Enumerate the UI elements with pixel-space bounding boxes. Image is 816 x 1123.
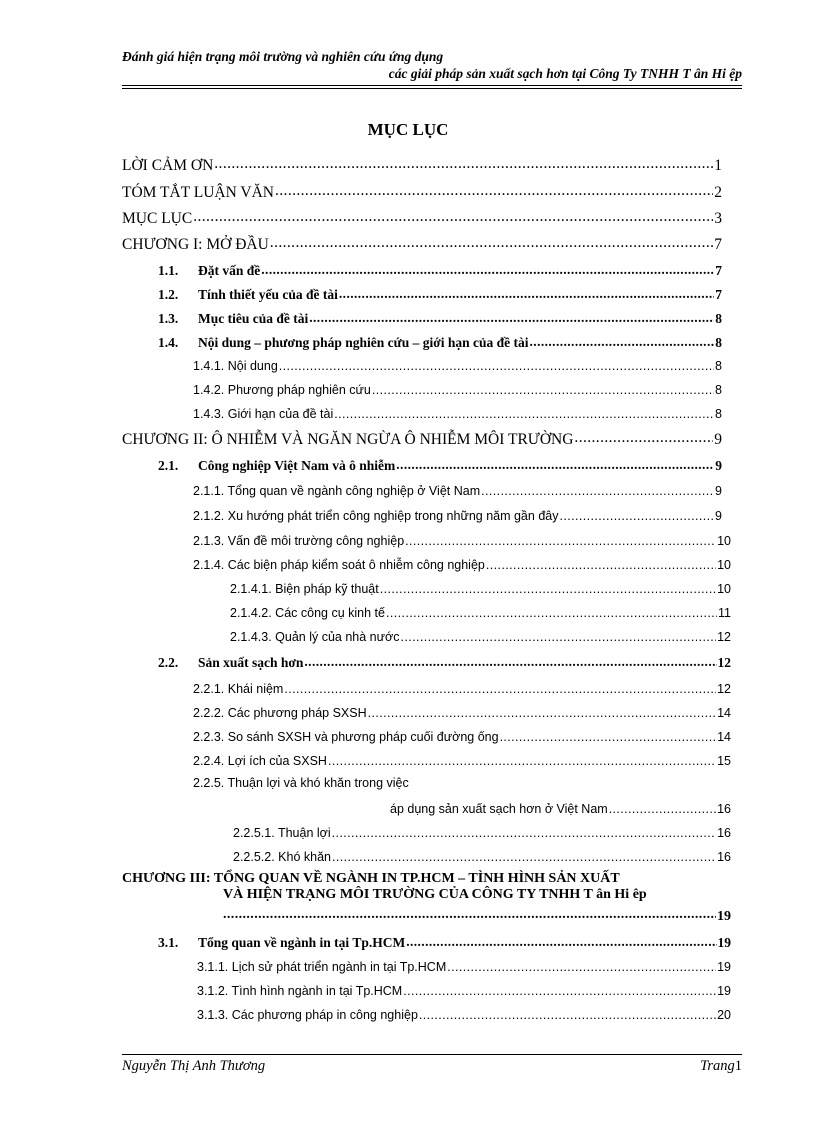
leader-dots — [309, 309, 714, 323]
toc-entry[interactable] — [193, 405, 722, 421]
toc-entry-page: 12 — [717, 655, 731, 671]
leader-dots — [447, 958, 716, 971]
toc-entry-text: TÓM TẮT LUẬN VĂN — [122, 184, 274, 202]
toc-entry-text: 2.1.4.2. Các công cụ kinh tế — [230, 606, 385, 621]
toc-entry-page: 3 — [714, 210, 722, 228]
toc-entry-number: 2.1. — [158, 458, 179, 474]
leader-dots — [261, 261, 714, 275]
toc-entry-text: áp dụng sản xuất sạch hơn ở Việt Nam — [390, 802, 608, 817]
toc-entry-page: 9 — [715, 458, 722, 474]
toc-entry-text: 2.1.4.1. Biện pháp kỹ thuật — [230, 582, 379, 597]
toc-entry[interactable] — [233, 824, 731, 840]
toc-entry-page: 19 — [717, 908, 731, 924]
leader-dots — [419, 1006, 716, 1019]
toc-entry[interactable] — [122, 154, 722, 175]
leader-dots — [486, 556, 716, 569]
toc-entry-text: 2.2.5.1. Thuận lợi — [233, 826, 331, 841]
toc-entry-page: 8 — [715, 359, 722, 374]
toc-entry-page: 8 — [715, 383, 722, 398]
toc-entry-number: 1.4. — [158, 335, 179, 351]
leader-dots — [500, 728, 717, 741]
toc-entry[interactable] — [230, 628, 731, 644]
footer-author: Nguyễn Thị Anh Thương — [122, 1058, 266, 1074]
toc-entry[interactable] — [193, 482, 722, 498]
leader-dots — [332, 824, 716, 837]
toc-entry-text: 2.1.4. Các biện pháp kiểm soát ô nhiễm công nghiệp — [193, 558, 485, 573]
toc-entry-page: 10 — [717, 558, 731, 573]
leader-dots — [339, 285, 714, 299]
toc-entry-text: 2.2.4. Lợi ích của SXSH — [193, 754, 327, 769]
leader-dots — [334, 405, 714, 418]
toc-entry-number: 3.1. — [158, 935, 179, 951]
toc-entry[interactable] — [193, 752, 731, 768]
leader-dots — [368, 704, 716, 717]
leader-dots — [396, 456, 714, 470]
footer-rule — [122, 1054, 742, 1055]
toc-entry-page: 19 — [717, 935, 731, 951]
toc-entry-page: 16 — [717, 802, 731, 817]
toc-entry[interactable] — [158, 653, 731, 671]
toc-entry-page: 8 — [715, 407, 722, 422]
toc-entry-page: 15 — [717, 754, 731, 769]
toc-entry-text[interactable]: CHƯƠNG III: TỔNG QUAN VỀ NGÀNH IN TP.HCM – TÌNH HÌNH SẢN XUẤT — [122, 871, 620, 886]
toc-entry-text: 2.1.2. Xu hướng phát triển công nghiệp trong những năm gần đây — [193, 509, 559, 524]
toc-entry[interactable] — [233, 848, 731, 864]
toc-entry-text: 1.4.1. Nội dung — [193, 359, 278, 374]
toc-entry-text: 1.4.3. Giới hạn của đề tài — [193, 407, 334, 422]
leader-dots — [481, 482, 714, 495]
leader-dots — [193, 207, 713, 223]
toc-entry[interactable] — [193, 507, 722, 523]
toc-entry-number: 1.3. — [158, 311, 179, 327]
toc-entry-page: 14 — [717, 730, 731, 745]
toc-entry[interactable] — [158, 333, 722, 351]
leader-dots — [279, 357, 714, 370]
toc-entry-page: 11 — [718, 606, 731, 621]
header-line-2: các giải pháp sản xuất sạch hơn tại Công Ty TNHH T ân Hi ệp — [388, 66, 742, 81]
toc-entry-page: 9 — [714, 431, 722, 449]
footer-page — [700, 1058, 742, 1075]
leader-dots — [275, 181, 713, 197]
toc-entry-page: 19 — [717, 984, 731, 999]
toc-entry-number: 1.1. — [158, 263, 179, 279]
leader-dots — [400, 628, 716, 641]
toc-entry-page: 9 — [715, 509, 722, 524]
toc-entry-text: Công nghiệp Việt Nam và ô nhiễm — [198, 458, 396, 474]
toc-entry-page: 12 — [717, 682, 731, 697]
toc-entry-text: 3.1.3. Các phương pháp in công nghiệp — [197, 1008, 418, 1023]
leader-dots — [223, 905, 716, 920]
toc-entry-continuation[interactable] — [390, 800, 731, 816]
toc-entry-text: 2.1.3. Vấn đề môi trường công nghiệp — [193, 534, 405, 549]
toc-entry[interactable] — [197, 1006, 731, 1022]
leader-dots — [304, 653, 716, 667]
toc-entry-page: 10 — [717, 534, 731, 549]
leader-dots — [609, 800, 716, 813]
toc-entry-page: 1 — [714, 157, 722, 175]
toc-entry-text-continued[interactable]: VÀ HIỆN TRẠNG MÔI TRƯỜNG CỦA CÔNG TY TNHH T ân Hi êp — [223, 887, 647, 902]
toc-entry-text: LỜI CẢM ƠN — [122, 157, 214, 175]
toc-entry-text: 2.1.4.3. Quản lý của nhà nước — [230, 630, 400, 645]
toc-entry-text: 1.4.2. Phương pháp nghiên cứu — [193, 383, 371, 398]
footer-page-label: Trang — [700, 1058, 735, 1074]
toc-entry[interactable] — [122, 233, 722, 254]
leader-dots — [380, 580, 716, 593]
toc-entry[interactable] — [193, 556, 731, 572]
toc-entry-page: 16 — [717, 850, 731, 865]
toc-entry[interactable] — [158, 933, 731, 951]
toc-entry-page: 8 — [715, 335, 722, 351]
toc-entry[interactable] — [158, 285, 722, 303]
toc-entry-text: 3.1.1. Lịch sử phát triển ngành in tại Tp.HCM — [197, 960, 447, 975]
leader-dots — [372, 381, 714, 394]
toc-entry-text: 2.2.1. Khái niệm — [193, 682, 284, 697]
toc-entry-page: 20 — [717, 1008, 731, 1023]
toc-entry[interactable] — [197, 958, 731, 974]
toc-entry-text[interactable]: 2.2.5. Thuận lợi và khó khăn trong việc — [193, 776, 409, 790]
leader-dots — [214, 154, 713, 170]
toc-entry[interactable] — [197, 982, 731, 998]
toc-entry-page: 7 — [715, 263, 722, 279]
toc-entry[interactable] — [193, 680, 731, 696]
toc-entry-page: 10 — [717, 582, 731, 597]
toc-entry-text: 2.2.2. Các phương pháp SXSH — [193, 706, 367, 721]
toc-entry-page: 2 — [714, 184, 722, 202]
toc-entry-text: Sản xuất sạch hơn — [198, 655, 304, 671]
header-rule — [122, 85, 742, 89]
toc-entry[interactable] — [158, 261, 722, 279]
toc-entry-page: 12 — [717, 630, 731, 645]
leader-dots — [403, 982, 716, 995]
toc-entry-text: Mục tiêu của đề tài — [198, 311, 309, 327]
toc-entry-page: 8 — [715, 311, 722, 327]
leader-dots — [405, 532, 716, 545]
leader-dots — [559, 507, 714, 520]
toc-entry[interactable] — [158, 456, 722, 474]
toc-entry[interactable] — [193, 704, 731, 720]
leader-dots — [284, 680, 716, 693]
toc-entry[interactable] — [193, 532, 731, 548]
toc-entry-text: 2.2.5.2. Khó khăn — [233, 850, 331, 865]
toc-entry-text: CHƯƠNG I: MỞ ĐẦU — [122, 236, 269, 254]
toc-entry[interactable] — [193, 357, 722, 373]
toc-entry-page: 7 — [714, 236, 722, 254]
toc-entry[interactable] — [193, 728, 731, 744]
toc-entry-page: 19 — [717, 960, 731, 975]
toc-entry[interactable] — [230, 604, 731, 620]
toc-entry-text: 2.1.1. Tổng quan về ngành công nghiệp ở Việt Nam — [193, 484, 481, 499]
toc-entry[interactable] — [230, 580, 731, 596]
toc-entry[interactable] — [122, 181, 722, 202]
toc-entry-number: 1.2. — [158, 287, 179, 303]
toc-entry-page: 16 — [717, 826, 731, 841]
toc-entry-number: 2.2. — [158, 655, 179, 671]
toc-entry-leader[interactable] — [222, 905, 731, 925]
footer-page-number: 1 — [734, 1058, 742, 1074]
toc-entry[interactable] — [158, 309, 722, 327]
toc-entry-page: 9 — [715, 484, 722, 499]
header-line-1: Đánh giá hiện trạng môi trường và nghiên cứu ứng dụng — [122, 49, 444, 64]
toc-entry-text: Tính thiết yếu của đề tài — [198, 287, 338, 303]
page-title: MỤC LỤC — [367, 120, 449, 139]
leader-dots — [406, 933, 716, 947]
leader-dots — [530, 333, 715, 347]
toc-entry[interactable] — [122, 428, 722, 449]
toc-entry-text: Tổng quan về ngành in tại Tp.HCM — [198, 935, 406, 951]
toc-entry-text: MỤC LỤC — [122, 210, 193, 228]
leader-dots — [270, 233, 713, 249]
toc-entry-page: 14 — [717, 706, 731, 721]
running-header — [122, 48, 742, 82]
toc-entry[interactable] — [193, 381, 722, 397]
leader-dots — [386, 604, 717, 617]
toc-entry-text: CHƯƠNG II: Ô NHIỄM VÀ NGĂN NGỪA Ô NHIỄM MÔI TRƯỜNG — [122, 431, 574, 449]
leader-dots — [328, 752, 716, 765]
toc-entry-text: Đặt vấn đề — [198, 263, 261, 279]
leader-dots — [574, 428, 713, 444]
toc-entry[interactable] — [122, 207, 722, 228]
toc-entry-text: 2.2.3. So sánh SXSH và phương pháp cuối đường ống — [193, 730, 499, 745]
leader-dots — [332, 848, 716, 861]
toc-entry-text: Nội dung – phương pháp nghiên cứu – giới hạn của đề tài — [198, 335, 529, 351]
toc-entry-text: 3.1.2. Tình hình ngành in tại Tp.HCM — [197, 984, 403, 999]
toc-entry-page: 7 — [715, 287, 722, 303]
running-footer — [122, 1058, 742, 1075]
